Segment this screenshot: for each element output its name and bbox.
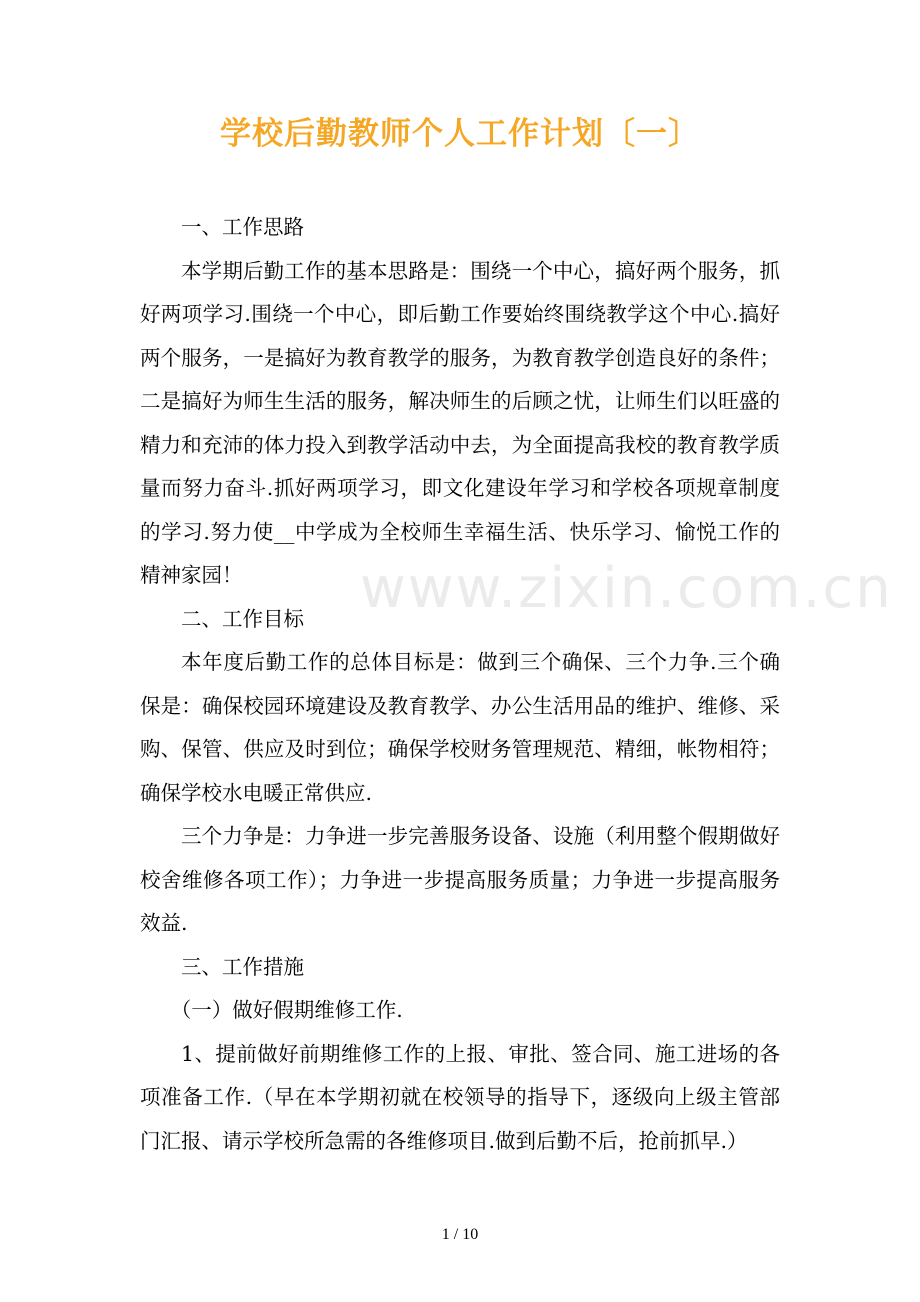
document-title: 学校后勤教师个人工作计划〔一〕 [220, 116, 700, 152]
paragraph-goals: 本年度后勤工作的总体目标是：做到三个确保、三个力争.三个确保是：确保校园环境建设及教育教学、办公生活用品的维护、维修、采购、保管、供应及时到位；确保学校财务管理规范、精细，帐物相符；确保学校水电暖正常供应. [140, 650, 780, 805]
section-heading-work-measures: 三、工作措施 [181, 954, 304, 979]
subheading-holiday-maintenance: （一）做好假期维修工作. [170, 998, 403, 1022]
section-heading-work-approach: 一、工作思路 [181, 215, 304, 239]
paragraph-three-strives: 三个力争是：力争进一步完善服务设备、设施（利用整个假期做好校舍维修各项工作）；力争进一步提高服务质量；力争进一步提高服务效益. [140, 824, 780, 935]
paragraph-measure-1: 1、提前做好前期维修工作的上报、审批、签合同、施工进场的各项准备工作.（早在本学期初就在校领导的指导下，逐级向上级主管部门汇报、请示学校所急需的各维修项目.做到后勤不后，抢前抓早.） [140, 1041, 780, 1153]
document-body [140, 206, 780, 1163]
section-heading-work-goals: 二、工作目标 [181, 606, 304, 631]
page-number: 1 / 10 [441, 1226, 479, 1243]
paragraph-approach: 本学期后勤工作的基本思路是：围绕一个中心，搞好两个服务，抓好两项学习.围绕一个中心，即后勤工作要始终围绕教学这个中心.搞好两个服务，一是搞好为教育教学的服务，为教育教学创造良好的条件；二是搞好为师生生活的服务，解决师生的后顾之忧，让师生们以旺盛的精力和充沛的体力投入到教学活动中去，为全面提高我校的教育教学质量而努力奋斗.抓好两项学习，即文化建设年学习和学校各项规章制度的学习.努力使__中学成为全校师生幸福生活、快乐学习、愉悦工作的精神家园！ [140, 258, 780, 587]
watermark: www.zixin.com.cn [360, 556, 893, 621]
